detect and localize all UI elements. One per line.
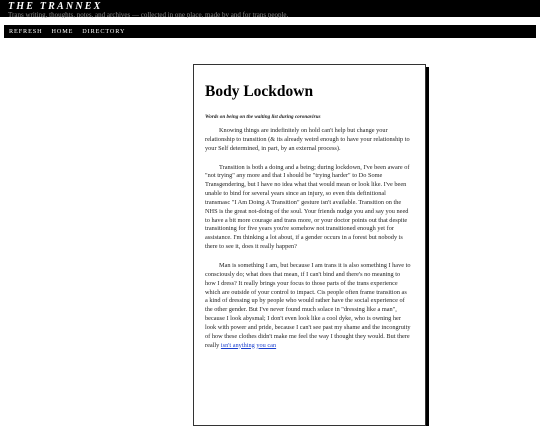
article-title: Body Lockdown — [205, 83, 314, 100]
site-title[interactable]: THE TRANNEX — [8, 1, 103, 12]
nav-refresh-link[interactable]: REFRESH — [9, 28, 43, 35]
article-card — [193, 64, 426, 426]
site-tagline: Trans writing, thoughts, notes, and archives — collected in one place, made by and for trans people. — [8, 11, 289, 18]
article-paragraph: Transition is both a doing and a being; during lockdown, I've been aware of "not trying" any more and that I should be "trying harder" to Do Some Transgendering, but I have no idea what that would mean or look like. I've been unable to bind for several years since an injury, so even this definitional transmasc "I Am Doing A Transition" gesture isn't available. Transition on the NHS is the great not-doing of the soul. Your friends nudge you and say you need to have a bit more courage and trans more, or your doctor points out that despite transitioning for five years you're somehow not transitioned enough yet for assistance. I'm thinking a lot about, if a gender occurs in a forest but nobody is there to see it, does it really happen? — [205, 163, 410, 251]
article-paragraph: Knowing things are indefinitely on hold can't help but change your relationship to transition (& its already weird enough to have your relationship to your Self determined, in part, by an external process). — [205, 127, 410, 152]
article-subtitle: Words on being on the waiting list during coronavirus — [205, 114, 321, 120]
article-paragraph — [205, 262, 411, 350]
inline-article-link[interactable]: isn't anything you can — [220, 341, 277, 349]
nav-bar — [4, 25, 536, 38]
nav-home-link[interactable]: HOME — [51, 28, 74, 35]
nav-directory-link[interactable]: DIRECTORY — [82, 28, 126, 35]
top-header-bar — [0, 0, 540, 17]
article-paragraph-text: Man is something I am, but because I am trans it is also something I have to consciously do; what does that mean, if I can't bind and there's no meaning to how I dress? It really brings your focus to those parts of the trans experience which are outside of your control to impact. Cis people often frame transition as a kind of dressing up by people who would rather have the social experience of the other gender. But I've never found much solace in "dressing like a man", because I look abysmal; I don't even look like a cool dyke, who is owning her look with power and pride, because I can't see past my shame and the incongruity of how these clothes didn't make me feel the way I thought they would. But there really — [205, 261, 411, 349]
